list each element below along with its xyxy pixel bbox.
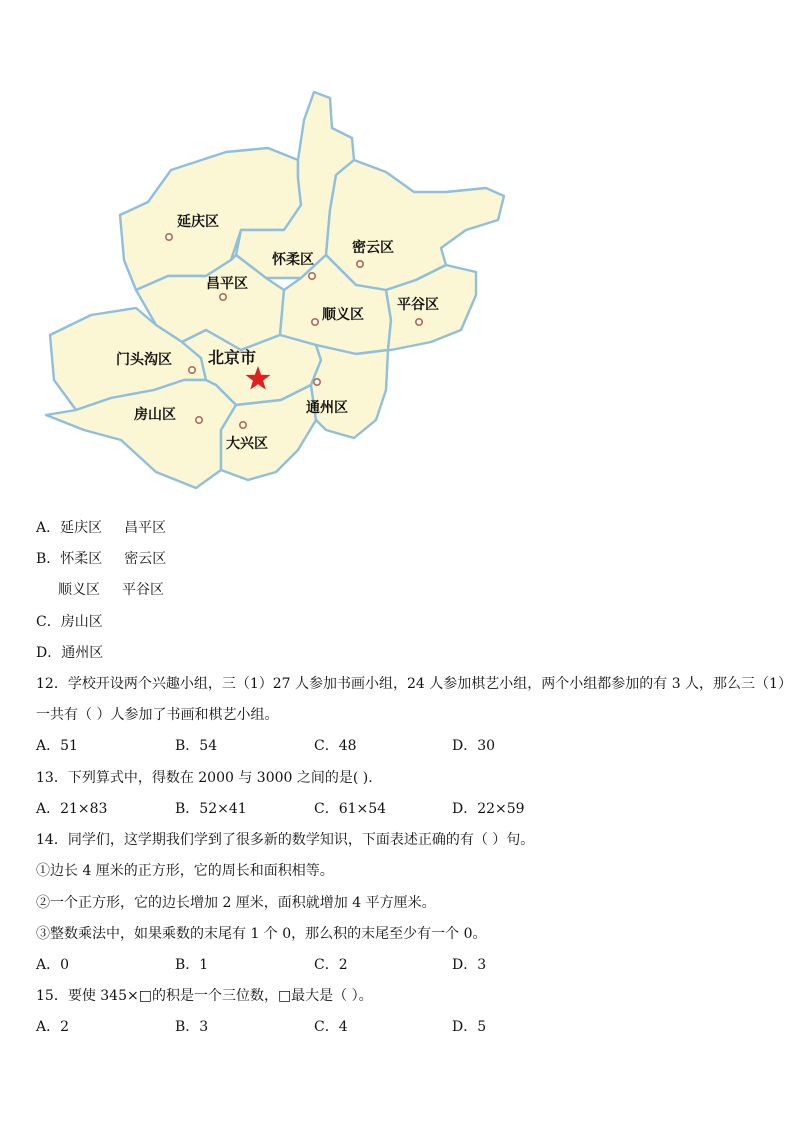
option-c-row bbox=[36, 612, 103, 632]
question-14-option-b: B．1 bbox=[175, 957, 209, 973]
option-d-row bbox=[36, 643, 103, 663]
label-beijing: 北京市 bbox=[208, 348, 257, 367]
label-daxing: 大兴区 bbox=[226, 436, 268, 452]
changping-dot bbox=[220, 294, 226, 300]
mentougou-dot bbox=[189, 367, 195, 373]
question-15-option-c: C．4 bbox=[314, 1019, 348, 1035]
option-b-item-3: 顺义区 bbox=[58, 582, 100, 598]
question-13-option-a: A．21×83 bbox=[36, 801, 108, 817]
label-yanqing: 延庆区 bbox=[177, 214, 219, 230]
option-c-label: C． bbox=[36, 614, 61, 630]
option-b-row-2 bbox=[58, 580, 164, 600]
option-d-label: D． bbox=[36, 645, 62, 661]
label-mentougou: 门头沟区 bbox=[116, 352, 172, 368]
question-12-option-c: C．48 bbox=[314, 738, 357, 754]
question-15-option-b: B．3 bbox=[175, 1019, 209, 1035]
option-d-item: 通州区 bbox=[61, 645, 104, 661]
option-b-item-4: 平谷区 bbox=[122, 582, 164, 598]
question-12-option-a: A．51 bbox=[36, 738, 78, 754]
daxing-dot bbox=[240, 422, 246, 428]
question-14-option-a: A．0 bbox=[36, 957, 70, 973]
question-12-option-d: D．30 bbox=[452, 738, 496, 754]
question-14-line-1: 14．同学们，这学期我们学到了很多新的数学知识，下面表述正确的有（ ）句。 bbox=[36, 832, 535, 848]
question-13-option-c: C．61×54 bbox=[314, 801, 387, 817]
option-a-label: A． bbox=[36, 520, 61, 536]
option-a-item-2: 昌平区 bbox=[124, 520, 167, 536]
question-12-line-1: 12．学校开设两个兴趣小组，三（1）27 人参加书画小组，24 人参加棋艺小组，两个小组都参加的有 3 人，那么三（1） bbox=[36, 676, 792, 692]
question-13-option-b: B．52×41 bbox=[175, 801, 247, 817]
yanqing-dot bbox=[166, 234, 172, 240]
option-b-item-2: 密云区 bbox=[124, 551, 167, 567]
pinggu-dot bbox=[416, 319, 422, 325]
question-14-statement-3: ③整数乘法中，如果乘数的末尾有 1 个 0，那么积的末尾至少有一个 0。 bbox=[36, 926, 487, 942]
option-a-item-1: 延庆区 bbox=[60, 520, 103, 536]
fangshan-dot bbox=[196, 417, 202, 423]
tongzhou-dot bbox=[314, 379, 320, 385]
region-tongzhou bbox=[311, 345, 388, 438]
question-15-line-1: 15．要使 345×□的积是一个三位数，□最大是（ ）。 bbox=[36, 988, 373, 1004]
label-huairou: 怀柔区 bbox=[272, 252, 314, 268]
beijing-district-map bbox=[36, 80, 516, 505]
label-miyun: 密云区 bbox=[352, 240, 394, 256]
option-c-item: 房山区 bbox=[60, 614, 103, 630]
shunyi-dot bbox=[312, 319, 318, 325]
label-fangshan: 房山区 bbox=[134, 407, 176, 423]
huairou-dot bbox=[309, 273, 315, 279]
question-12-line-2: 一共有（ ）人参加了书画和棋艺小组。 bbox=[36, 707, 279, 723]
label-shunyi: 顺义区 bbox=[322, 307, 364, 323]
question-12-option-b: B．54 bbox=[175, 738, 218, 754]
label-changping: 昌平区 bbox=[206, 276, 248, 292]
label-tongzhou: 通州区 bbox=[306, 400, 348, 416]
question-13-line-1: 13．下列算式中，得数在 2000 与 3000 之间的是( ). bbox=[36, 770, 373, 786]
option-b-label: B． bbox=[36, 551, 61, 567]
option-a-row bbox=[36, 518, 166, 538]
question-14-statement-2: ②一个正方形，它的边长增加 2 厘米，面积就增加 4 平方厘米。 bbox=[36, 895, 436, 911]
question-15-option-a: A．2 bbox=[36, 1019, 70, 1035]
question-15-option-d: D．5 bbox=[452, 1019, 487, 1035]
question-13-option-d: D．22×59 bbox=[452, 801, 525, 817]
label-pinggu: 平谷区 bbox=[397, 297, 439, 313]
question-14-option-c: C．2 bbox=[314, 957, 348, 973]
question-14-option-d: D．3 bbox=[452, 957, 487, 973]
question-14-statement-1: ①边长 4 厘米的正方形，它的周长和面积相等。 bbox=[36, 863, 334, 879]
option-b-row bbox=[36, 549, 166, 569]
region-miyun bbox=[326, 160, 504, 290]
miyun-dot bbox=[357, 261, 363, 267]
option-b-item-1: 怀柔区 bbox=[60, 551, 103, 567]
